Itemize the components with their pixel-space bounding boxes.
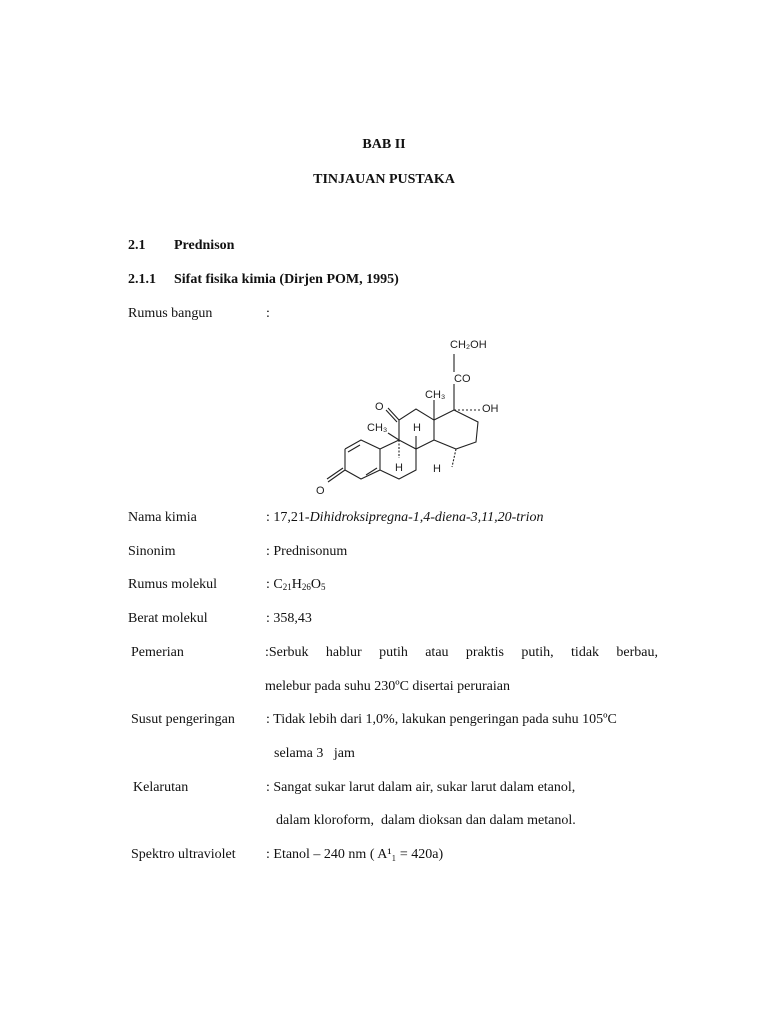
spektro-value: : Etanol – 240 nm ( A¹₁ = 420a) bbox=[266, 847, 444, 862]
co-label: CO bbox=[454, 373, 471, 385]
kelarutan-line-1: : Sangat sukar larut dalam air, sukar larut dalam etanol, bbox=[266, 780, 576, 795]
keto-3-oxygen-label: O bbox=[316, 485, 325, 497]
formula-h-sub: 26 bbox=[301, 582, 311, 592]
sinonim-label: Sinonim bbox=[128, 544, 176, 559]
formula-h: H bbox=[291, 577, 302, 592]
section-number: 2.1 bbox=[128, 238, 146, 253]
chapter-title: TINJAUAN PUSTAKA bbox=[313, 172, 455, 187]
formula-c-sub: 21 bbox=[282, 582, 292, 592]
structure-colon: : bbox=[266, 306, 270, 321]
pemerian-line-1: :Serbuk hablur putih atau praktis putih, tidak berbau, bbox=[265, 645, 658, 660]
formula-c: : C bbox=[266, 577, 283, 592]
nama-kimia-value bbox=[266, 510, 544, 526]
rumus-molekul-label: Rumus molekul bbox=[128, 577, 218, 592]
pemerian-line-2: melebur pada suhu 230ºC disertai peruraian bbox=[265, 679, 510, 694]
ch3-top-label: CH₃ bbox=[425, 389, 446, 401]
kelarutan-label: Kelarutan bbox=[133, 780, 189, 795]
nama-kimia-prefix: : 17,21- bbox=[266, 510, 310, 525]
structure-label: Rumus bangun bbox=[128, 306, 213, 321]
nama-kimia-name: Dihidroksipregna-1,4-diena-3,11,20-trion bbox=[309, 510, 544, 525]
nama-kimia-label: Nama kimia bbox=[128, 510, 197, 525]
berat-molekul-value: : 358,43 bbox=[266, 611, 312, 626]
h-mid-label: H bbox=[413, 422, 421, 434]
section-title: Prednison bbox=[174, 238, 235, 253]
h-low-right-label: H bbox=[433, 463, 441, 475]
formula-o-sub: 5 bbox=[320, 582, 326, 592]
susut-label: Susut pengeringan bbox=[131, 712, 235, 727]
prednisone-structure bbox=[300, 330, 520, 500]
kelarutan-line-2: dalam kloroform, dalam dioksan dan dalam metanol. bbox=[276, 813, 576, 828]
formula-o: O bbox=[310, 577, 321, 592]
susut-line-1: : Tidak lebih dari 1,0%, lakukan pengeringan pada suhu 105ºC bbox=[266, 712, 617, 727]
h-low-left-label: H bbox=[395, 462, 403, 474]
keto-11-oxygen-label: O bbox=[375, 401, 384, 413]
sinonim-value: : Prednisonum bbox=[266, 544, 348, 559]
subsection-title: Sifat fisika kimia (Dirjen POM, 1995) bbox=[174, 272, 399, 287]
subsection-number: 2.1.1 bbox=[128, 272, 156, 287]
rumus-molekul-value bbox=[266, 577, 325, 593]
ch3-left-label: CH₃ bbox=[367, 422, 388, 434]
spektro-label: Spektro ultraviolet bbox=[131, 847, 236, 862]
susut-line-2: selama 3 jam bbox=[274, 746, 355, 761]
berat-molekul-label: Berat molekul bbox=[128, 611, 208, 626]
oh-label: OH bbox=[482, 403, 499, 415]
chapter-heading: BAB II bbox=[362, 137, 406, 152]
pemerian-label: Pemerian bbox=[131, 645, 184, 660]
ch2oh-label: CH₂OH bbox=[450, 339, 487, 351]
